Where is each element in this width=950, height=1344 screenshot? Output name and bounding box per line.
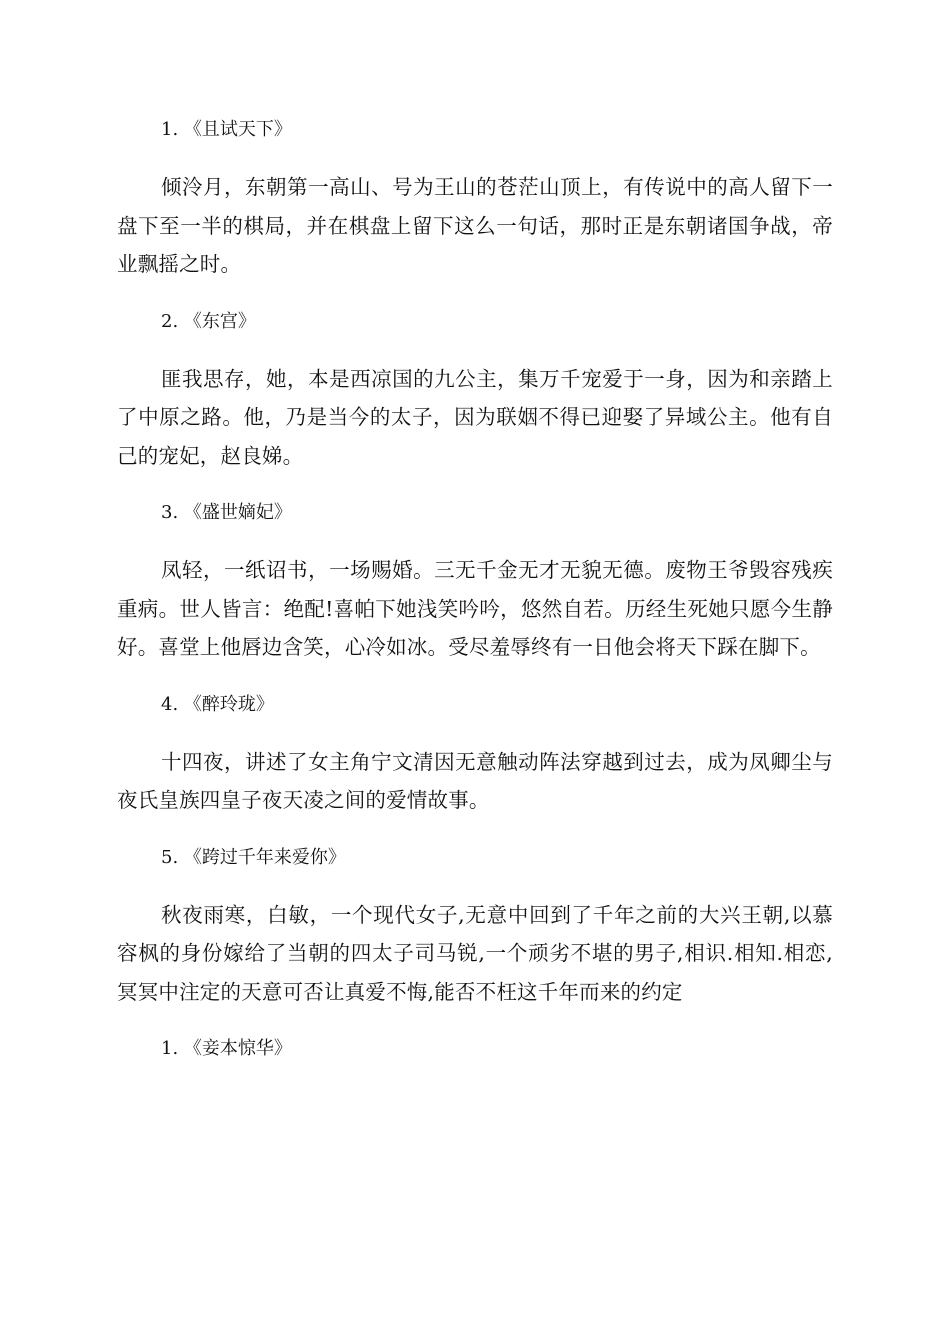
section-heading: 5. 《跨过千年来爱你》	[161, 846, 346, 868]
document-content	[117, 112, 833, 1087]
section-heading: 4. 《醉玲珑》	[161, 693, 274, 715]
section-paragraph: 倾泠月，东朝第一高山、号为王山的苍茫山顶上，有传说中的高人留下一盘下至一半的棋局，并在棋盘上留下这么一句话，那时正是东朝诸国争战，帝业飘摇之时。	[117, 175, 833, 276]
section-heading: 1. 《且试天下》	[161, 119, 292, 140]
section-heading: 2. 《东宫》	[161, 310, 256, 332]
section-paragraph: 凤轻，一纸诏书，一场赐婚。三无千金无才无貌无德。废物王爷毁容残疾重病。世人皆言：绝配!喜帕下她浅笑吟吟，悠然自若。历经生死她只愿今生静好。喜堂上他唇边含笑，心冷如冰。受尽羞辱终有一日他会将天下踩在脚下。	[117, 558, 833, 659]
section-heading: 3. 《盛世嫡妃》	[161, 502, 292, 523]
section-paragraph: 匪我思存，她，本是西凉国的九公主，集万千宠爱于一身，因为和亲踏上了中原之路。他，乃是当今的太子，因为联姻不得已迎娶了异域公主。他有自己的宠妃，赵良娣。	[117, 366, 833, 468]
section-paragraph: 十四夜，讲述了女主角宁文清因无意触动阵法穿越到过去，成为凤卿尘与夜氏皇族四皇子夜天凌之间的爱情故事。	[117, 749, 833, 812]
section-paragraph: 秋夜雨寒，白敏，一个现代女子,无意中回到了千年之前的大兴王朝,以慕容枫的身份嫁给了当朝的四太子司马锐,一个顽劣不堪的男子,相识.相知.相恋,冥冥中注定的天意可否让真爱不悔,能否不枉这千年而来的约定	[117, 902, 833, 1004]
section-heading: 1. 《妾本惊华》	[161, 1038, 292, 1059]
